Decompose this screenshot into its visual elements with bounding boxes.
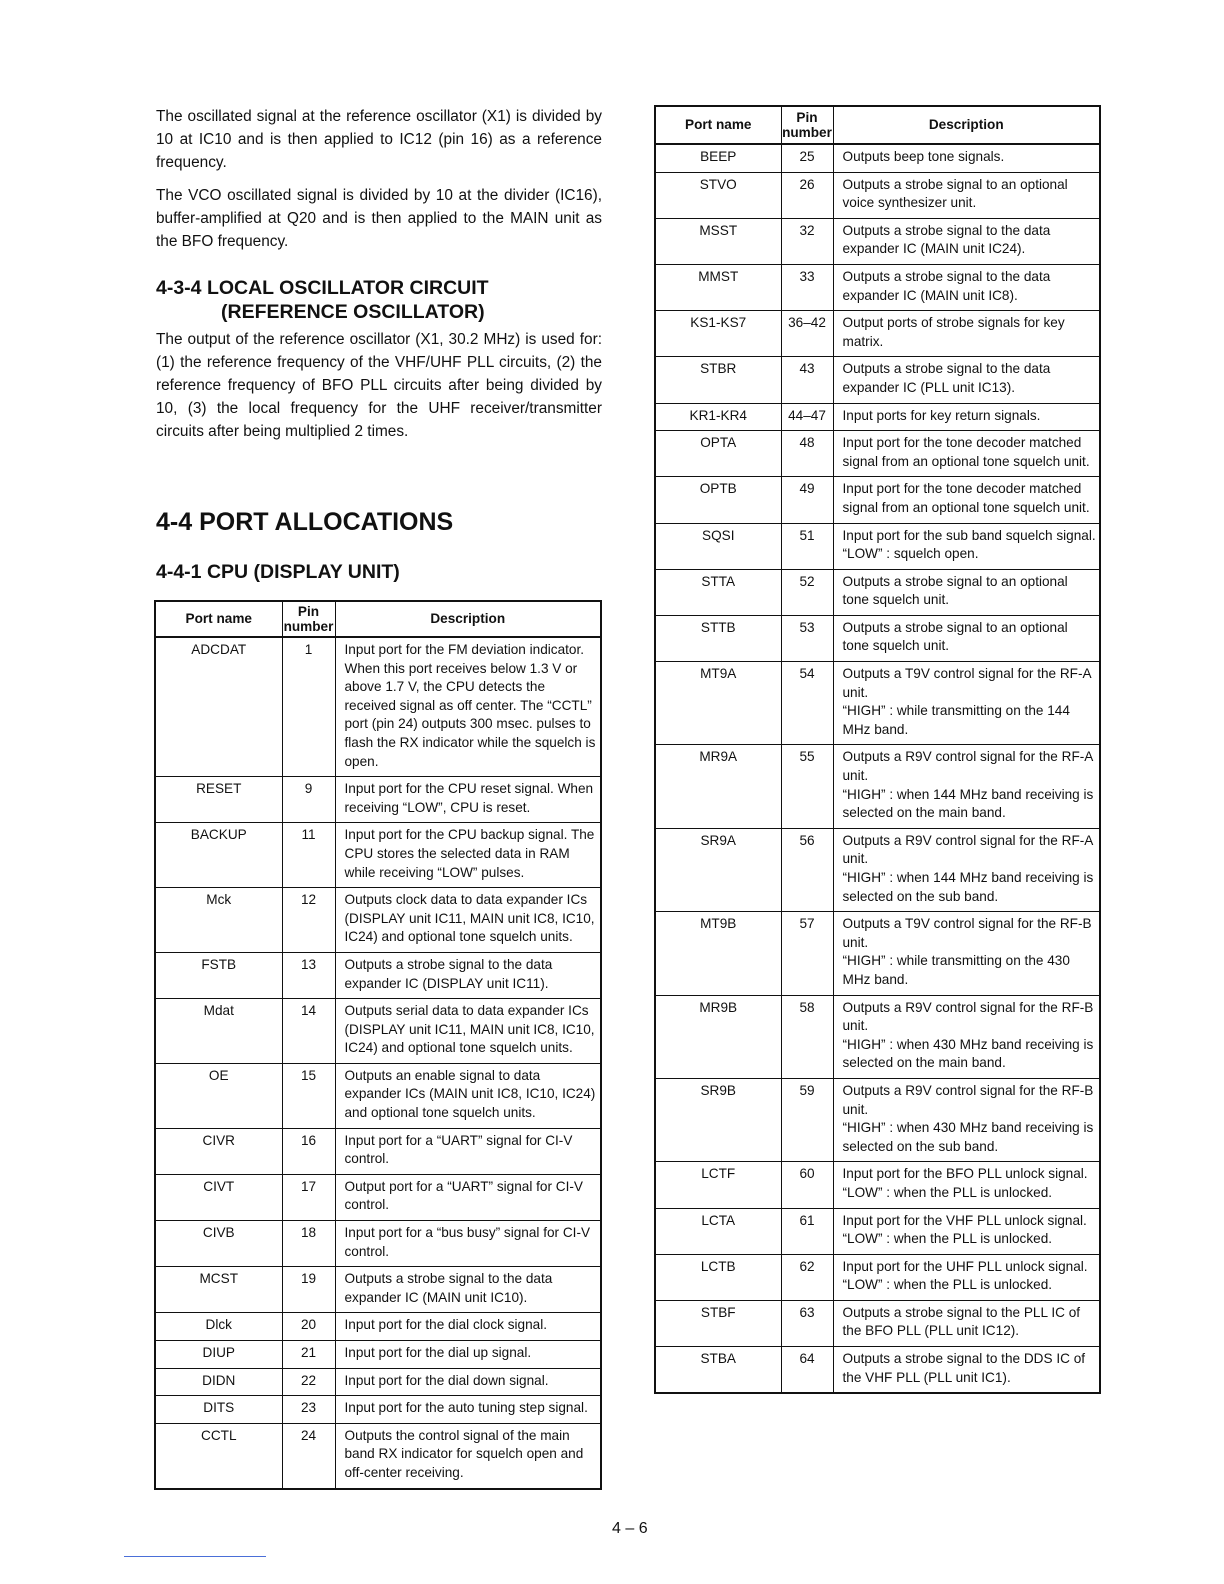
intro-paragraph-1: The oscillated signal at the reference oscillator (X1) is divided by 10 at IC10 and is then applied to IC12 (pin 16) as a reference frequency. xyxy=(156,108,602,171)
description-cell xyxy=(833,1078,1100,1161)
port-name-cell: CIVR xyxy=(155,1128,282,1174)
description-note: “HIGH” : when 144 MHz band receiving is selected on the main band. xyxy=(842,786,1094,821)
section-4-3-4-title-line1: 4-3-4 LOCAL OSCILLATOR CIRCUIT xyxy=(156,277,489,299)
pin-number-cell: 13 xyxy=(282,952,335,998)
port-name-cell: LCTA xyxy=(655,1208,781,1254)
description-text: Outputs beep tone signals. xyxy=(842,149,1005,164)
pin-number-cell: 52 xyxy=(781,569,833,615)
description-text: Outputs a T9V control signal for the RF-A unit. xyxy=(842,666,1091,700)
pin-number-cell: 20 xyxy=(282,1313,335,1341)
pin-number-cell: 64 xyxy=(781,1347,833,1394)
table-row xyxy=(655,1162,1100,1208)
port-name-cell: Mck xyxy=(155,888,282,953)
pin-number-cell: 44–47 xyxy=(781,403,833,431)
port-name-cell: STBA xyxy=(655,1347,781,1394)
table-row xyxy=(655,172,1100,218)
description-cell xyxy=(833,1208,1100,1254)
description-text: Input port for the tone decoder matched signal from an optional tone squelch unit. xyxy=(842,481,1090,515)
description-cell xyxy=(335,1128,601,1174)
table-row xyxy=(655,1347,1100,1394)
section-4-4-title: 4-4 PORT ALLOCATIONS xyxy=(156,508,454,536)
description-cell xyxy=(833,357,1100,403)
port-name-cell: STTA xyxy=(655,569,781,615)
port-name-cell: CIVT xyxy=(155,1174,282,1220)
description-text: Input port for the dial clock signal. xyxy=(344,1317,548,1333)
port-name-cell: Mdat xyxy=(155,999,282,1064)
description-cell xyxy=(335,823,601,888)
description-text: Input port for the dial down signal. xyxy=(344,1372,549,1388)
port-name-cell: STBR xyxy=(655,357,781,403)
table-row xyxy=(155,1313,601,1341)
description-cell xyxy=(833,615,1100,661)
port-name-cell: CIVB xyxy=(155,1221,282,1267)
table-row xyxy=(155,888,601,953)
description-cell xyxy=(833,264,1100,310)
pin-number-cell: 63 xyxy=(781,1300,833,1346)
header-description: Description xyxy=(833,106,1100,144)
description-text: Input port for the BFO PLL unlock signal. xyxy=(842,1166,1088,1182)
port-name-cell: DITS xyxy=(155,1396,282,1424)
description-text: Outputs the control signal of the main band RX indicator for squelch open and off-center receiving. xyxy=(344,1427,584,1480)
header-pin-number: Pin number xyxy=(781,106,833,144)
description-text: Outputs a R9V control signal for the RF-B unit. xyxy=(842,1082,1094,1117)
pin-number-cell: 56 xyxy=(781,828,833,911)
table-row xyxy=(155,1423,601,1488)
table-row xyxy=(155,777,601,823)
description-cell xyxy=(833,662,1100,745)
pin-number-cell: 18 xyxy=(282,1221,335,1267)
port-name-cell: FSTB xyxy=(155,952,282,998)
table-row xyxy=(155,1341,601,1369)
pin-number-cell: 33 xyxy=(781,264,833,310)
pin-number-cell: 12 xyxy=(282,888,335,953)
pin-number-cell: 51 xyxy=(781,523,833,569)
description-text: Input port for the CPU reset signal. When receiving “LOW”, CPU is reset. xyxy=(344,781,594,815)
table-row xyxy=(655,912,1100,995)
table-row xyxy=(655,144,1100,172)
port-name-cell: STTB xyxy=(655,615,781,661)
pin-number-cell: 53 xyxy=(781,615,833,661)
port-name-cell: OPTB xyxy=(655,477,781,523)
pin-number-cell: 19 xyxy=(282,1267,335,1313)
description-cell xyxy=(335,777,601,823)
description-text: Input port for the sub band squelch signal. xyxy=(842,527,1096,543)
description-cell xyxy=(335,888,601,953)
description-cell xyxy=(833,569,1100,615)
description-cell xyxy=(833,1254,1100,1300)
description-cell xyxy=(833,1300,1100,1346)
pin-number-cell: 49 xyxy=(781,477,833,523)
pin-number-cell: 15 xyxy=(282,1063,335,1128)
table-row xyxy=(155,999,601,1064)
port-name-cell: SQSI xyxy=(655,523,781,569)
table-row xyxy=(155,823,601,888)
port-name-cell: OPTA xyxy=(655,431,781,477)
description-text: Output ports of strobe signals for key matrix. xyxy=(842,315,1065,349)
table-row xyxy=(655,311,1100,357)
description-text: Output port for a “UART” signal for CI-V control. xyxy=(344,1178,583,1213)
description-note: “LOW” : when the PLL is unlocked. xyxy=(842,1231,1053,1247)
description-cell xyxy=(833,403,1100,431)
table-row xyxy=(155,1221,601,1267)
port-name-cell: LCTB xyxy=(655,1254,781,1300)
header-port-name: Port name xyxy=(655,106,781,144)
description-text: Input port for a “UART” signal for CI-V control. xyxy=(344,1132,573,1167)
description-note: “LOW” : when the PLL is unlocked. xyxy=(842,1277,1053,1293)
description-cell xyxy=(833,431,1100,477)
description-cell xyxy=(833,745,1100,828)
description-cell xyxy=(335,1221,601,1267)
header-port-name: Port name xyxy=(155,601,282,637)
table-row xyxy=(655,828,1100,911)
port-name-cell: MT9B xyxy=(655,912,781,995)
port-name-cell: DIDN xyxy=(155,1368,282,1396)
description-cell xyxy=(833,912,1100,995)
description-text: Outputs a strobe signal to the data expander IC (MAIN unit IC8). xyxy=(842,268,1051,303)
header-pin-number: Pin number xyxy=(282,601,335,637)
table-row xyxy=(655,995,1100,1078)
table-row xyxy=(155,1174,601,1220)
port-name-cell: OE xyxy=(155,1063,282,1128)
pin-number-cell: 16 xyxy=(282,1128,335,1174)
description-text: Input port for the CPU backup signal. The CPU stores the selected data in RAM while receiving “LOW” pulses. xyxy=(344,827,595,880)
description-cell xyxy=(335,1267,601,1313)
table-row xyxy=(155,1267,601,1313)
port-name-cell: KR1-KR4 xyxy=(655,403,781,431)
description-cell xyxy=(335,1313,601,1341)
header-description: Description xyxy=(335,601,601,637)
port-name-cell: MT9A xyxy=(655,662,781,745)
description-cell xyxy=(335,1396,601,1424)
description-text: Input port for the dial up signal. xyxy=(344,1345,532,1360)
table-row xyxy=(155,1063,601,1128)
description-text: Input port for the UHF PLL unlock signal. xyxy=(842,1258,1088,1274)
description-text: Input port for the VHF PLL unlock signal. xyxy=(842,1212,1087,1228)
table-row xyxy=(655,569,1100,615)
page-number: 4 – 6 xyxy=(612,1520,648,1537)
description-cell xyxy=(335,952,601,998)
section-4-3-4-title-line2: (REFERENCE OSCILLATOR) xyxy=(221,301,485,323)
port-name-cell: MR9A xyxy=(655,745,781,828)
table-row xyxy=(655,357,1100,403)
port-name-cell: SR9B xyxy=(655,1078,781,1161)
description-cell xyxy=(833,828,1100,911)
pin-number-cell: 24 xyxy=(282,1423,335,1488)
description-text: Outputs serial data to data expander ICs (DISPLAY unit IC11, MAIN unit IC8, IC10, IC24) and optional tone squelch units. xyxy=(344,1003,595,1056)
description-text: Outputs a strobe signal to the data expander IC (DISPLAY unit IC11). xyxy=(344,956,553,991)
pin-number-cell: 26 xyxy=(781,172,833,218)
description-cell xyxy=(833,1347,1100,1394)
port-table-right xyxy=(654,105,1101,1394)
port-table-left xyxy=(154,600,602,1490)
description-text: Input port for the auto tuning step signal. xyxy=(344,1400,588,1416)
description-text: Outputs a R9V control signal for the RF-A unit. xyxy=(842,749,1093,784)
port-name-cell: MR9B xyxy=(655,995,781,1078)
pin-number-cell: 32 xyxy=(781,218,833,264)
description-text: Outputs a strobe signal to the data expander IC (PLL unit IC13). xyxy=(842,361,1051,395)
port-name-cell: RESET xyxy=(155,777,282,823)
pin-number-cell: 58 xyxy=(781,995,833,1078)
table-row xyxy=(655,1300,1100,1346)
pin-number-cell: 21 xyxy=(282,1341,335,1369)
description-cell xyxy=(335,637,601,777)
table-row xyxy=(655,523,1100,569)
table-row xyxy=(655,1078,1100,1161)
table-row xyxy=(655,264,1100,310)
port-name-cell: STVO xyxy=(655,172,781,218)
section-4-4-1-title: 4-4-1 CPU (DISPLAY UNIT) xyxy=(156,561,400,583)
table-row xyxy=(655,1254,1100,1300)
description-text: Outputs a strobe signal to an optional voice synthesizer unit. xyxy=(842,176,1068,211)
footer-line xyxy=(124,1556,266,1557)
description-note: “HIGH” : when 144 MHz band receiving is selected on the sub band. xyxy=(842,870,1094,904)
pin-number-cell: 23 xyxy=(282,1396,335,1424)
pin-number-cell: 22 xyxy=(282,1368,335,1396)
description-cell xyxy=(833,218,1100,264)
pin-number-cell: 43 xyxy=(781,357,833,403)
pin-number-cell: 48 xyxy=(781,431,833,477)
description-text: Input port for the tone decoder matched signal from an optional tone squelch unit. xyxy=(842,435,1090,469)
description-cell xyxy=(335,1063,601,1128)
description-cell xyxy=(335,1174,601,1220)
description-cell xyxy=(335,1341,601,1369)
description-note: “LOW” : when the PLL is unlocked. xyxy=(842,1184,1053,1200)
description-cell xyxy=(833,311,1100,357)
pin-number-cell: 11 xyxy=(282,823,335,888)
description-cell xyxy=(335,1368,601,1396)
description-note: “HIGH” : when 430 MHz band receiving is selected on the sub band. xyxy=(842,1120,1094,1154)
table-row xyxy=(655,477,1100,523)
port-name-cell: BEEP xyxy=(655,144,781,172)
port-name-cell: Dlck xyxy=(155,1313,282,1341)
table-row xyxy=(655,662,1100,745)
pin-number-cell: 1 xyxy=(282,637,335,777)
description-cell xyxy=(833,995,1100,1078)
description-text: Input ports for key return signals. xyxy=(842,407,1041,423)
description-note: “HIGH” : when 430 MHz band receiving is selected on the main band. xyxy=(842,1036,1094,1071)
pin-number-cell: 55 xyxy=(781,745,833,828)
description-note: “HIGH” : while transmitting on the 430 MHz band. xyxy=(842,953,1070,987)
port-name-cell: MMST xyxy=(655,264,781,310)
port-name-cell: KS1-KS7 xyxy=(655,311,781,357)
pin-number-cell: 57 xyxy=(781,912,833,995)
description-text: Outputs a strobe signal to an optional tone squelch unit. xyxy=(842,573,1068,608)
port-name-cell: LCTF xyxy=(655,1162,781,1208)
pin-number-cell: 25 xyxy=(781,144,833,172)
table-row xyxy=(655,403,1100,431)
table-row xyxy=(155,1128,601,1174)
pin-number-cell: 54 xyxy=(781,662,833,745)
table-row xyxy=(155,1396,601,1424)
table-row xyxy=(655,431,1100,477)
description-cell xyxy=(833,144,1100,172)
table-row xyxy=(655,218,1100,264)
description-text: Outputs a strobe signal to the PLL IC of the BFO PLL (PLL unit IC12). xyxy=(842,1304,1081,1339)
table-row xyxy=(155,952,601,998)
description-text: Input port for the FM deviation indicator. When this port receives below 1.3 V or above 1.7 V, the CPU detects the received signal as off center. The “CCTL” port (pin 24) outputs 300 msec. pulses to flash the RX indicator while the squelch is open. xyxy=(344,642,596,769)
port-name-cell: STBF xyxy=(655,1300,781,1346)
intro-paragraph-2: The VCO oscillated signal is divided by 10 at the divider (IC16), buffer-amplified at Q20 and is then applied to the MAIN unit as the BFO frequency. xyxy=(156,187,602,250)
description-text: Outputs clock data to data expander ICs (DISPLAY unit IC11, MAIN unit IC8, IC10, IC24) and optional tone squelch units. xyxy=(344,892,595,945)
description-cell xyxy=(335,1423,601,1488)
pin-number-cell: 9 xyxy=(282,777,335,823)
table-row xyxy=(155,637,601,777)
table-row xyxy=(655,745,1100,828)
description-text: Outputs a strobe signal to the data expander IC (MAIN unit IC10). xyxy=(344,1271,553,1305)
description-text: Outputs a R9V control signal for the RF-A unit. xyxy=(842,832,1093,867)
pin-number-cell: 60 xyxy=(781,1162,833,1208)
port-name-cell: ADCDAT xyxy=(155,637,282,777)
description-cell xyxy=(335,999,601,1064)
table-row xyxy=(655,1208,1100,1254)
port-name-cell: BACKUP xyxy=(155,823,282,888)
description-note: “LOW” : squelch open. xyxy=(842,546,979,562)
description-text: Input port for a “bus busy” signal for CI-V control. xyxy=(344,1225,591,1259)
description-note: “HIGH” : while transmitting on the 144 MHz band. xyxy=(842,703,1070,737)
description-cell xyxy=(833,1162,1100,1208)
description-text: Outputs a R9V control signal for the RF-B unit. xyxy=(842,999,1094,1034)
description-text: Outputs an enable signal to data expander ICs (MAIN unit IC8, IC10, IC24) and optional tone squelch units. xyxy=(344,1067,596,1121)
pin-number-cell: 62 xyxy=(781,1254,833,1300)
table-row xyxy=(155,1368,601,1396)
description-text: Outputs a strobe signal to an optional tone squelch unit. xyxy=(842,619,1068,654)
description-text: Outputs a T9V control signal for the RF-B unit. xyxy=(842,916,1092,950)
description-text: Outputs a strobe signal to the DDS IC of the VHF PLL (PLL unit IC1). xyxy=(842,1351,1086,1385)
pin-number-cell: 59 xyxy=(781,1078,833,1161)
description-cell xyxy=(833,172,1100,218)
table-row xyxy=(655,615,1100,661)
port-name-cell: DIUP xyxy=(155,1341,282,1369)
section-4-3-4-body: The output of the reference oscillator (X1, 30.2 MHz) is used for: (1) the reference frequency of the VHF/UHF PLL circuits, (2) the reference frequency of BFO PLL circuits after being divided by 10, (3) the local frequency for the UHF receiver/transmitter circuits after being multiplied 2 times. xyxy=(156,331,602,440)
port-name-cell: CCTL xyxy=(155,1423,282,1488)
port-name-cell: MSST xyxy=(655,218,781,264)
description-text: Outputs a strobe signal to the data expander IC (MAIN unit IC24). xyxy=(842,222,1051,257)
pin-number-cell: 14 xyxy=(282,999,335,1064)
port-name-cell: SR9A xyxy=(655,828,781,911)
description-cell xyxy=(833,477,1100,523)
port-name-cell: MCST xyxy=(155,1267,282,1313)
pin-number-cell: 36–42 xyxy=(781,311,833,357)
description-cell xyxy=(833,523,1100,569)
pin-number-cell: 61 xyxy=(781,1208,833,1254)
pin-number-cell: 17 xyxy=(282,1174,335,1220)
